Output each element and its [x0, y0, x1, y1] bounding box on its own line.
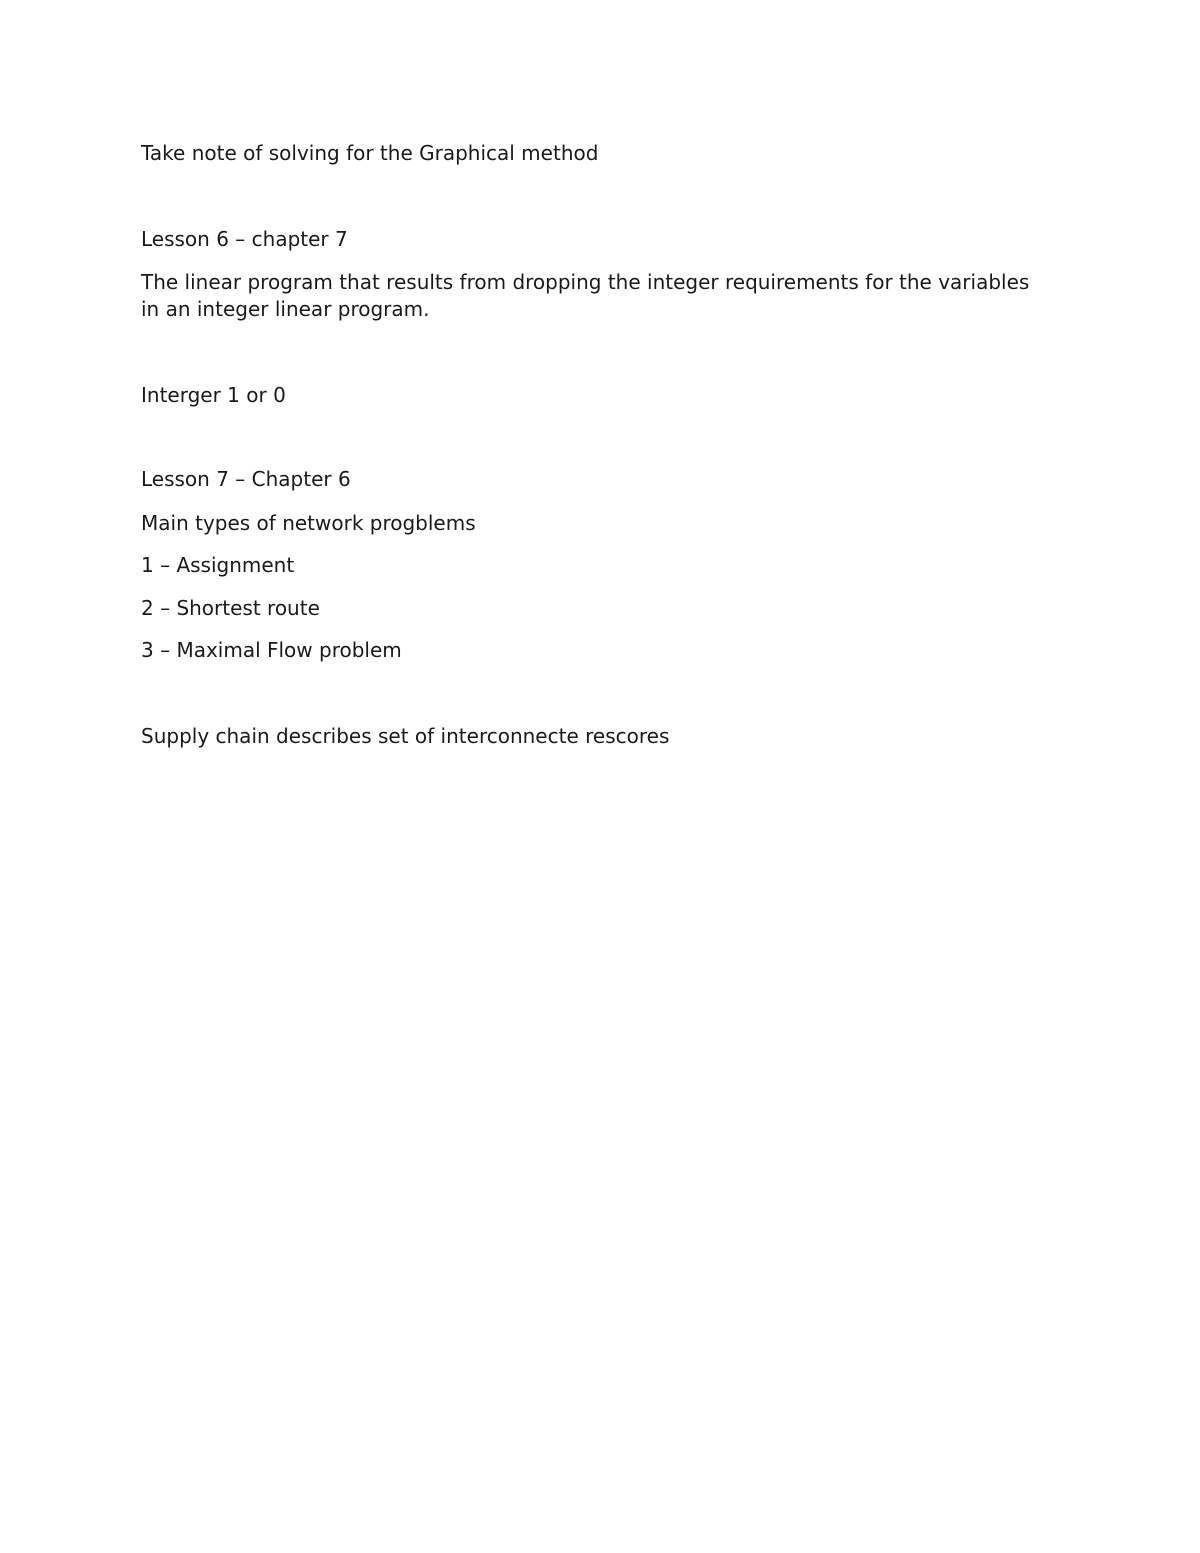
network-types-heading: Main types of network progblems — [141, 511, 476, 535]
lp-relaxation-paragraph: The linear program that results from dropping the integer requirements for the variables in an integer linear program. — [141, 270, 1030, 321]
list-item-shortest-route: 2 – Shortest route — [141, 596, 320, 620]
lesson-6-heading: Lesson 6 – chapter 7 — [141, 227, 348, 251]
note-graphical-method: Take note of solving for the Graphical method — [141, 141, 599, 165]
list-item-maximal-flow: 3 – Maximal Flow problem — [141, 638, 402, 662]
integer-note: Interger 1 or 0 — [141, 383, 286, 407]
supply-chain-note: Supply chain describes set of interconnecte rescores — [141, 724, 670, 748]
list-item-assignment: 1 – Assignment — [141, 553, 295, 577]
lesson-7-heading: Lesson 7 – Chapter 6 — [141, 467, 351, 491]
